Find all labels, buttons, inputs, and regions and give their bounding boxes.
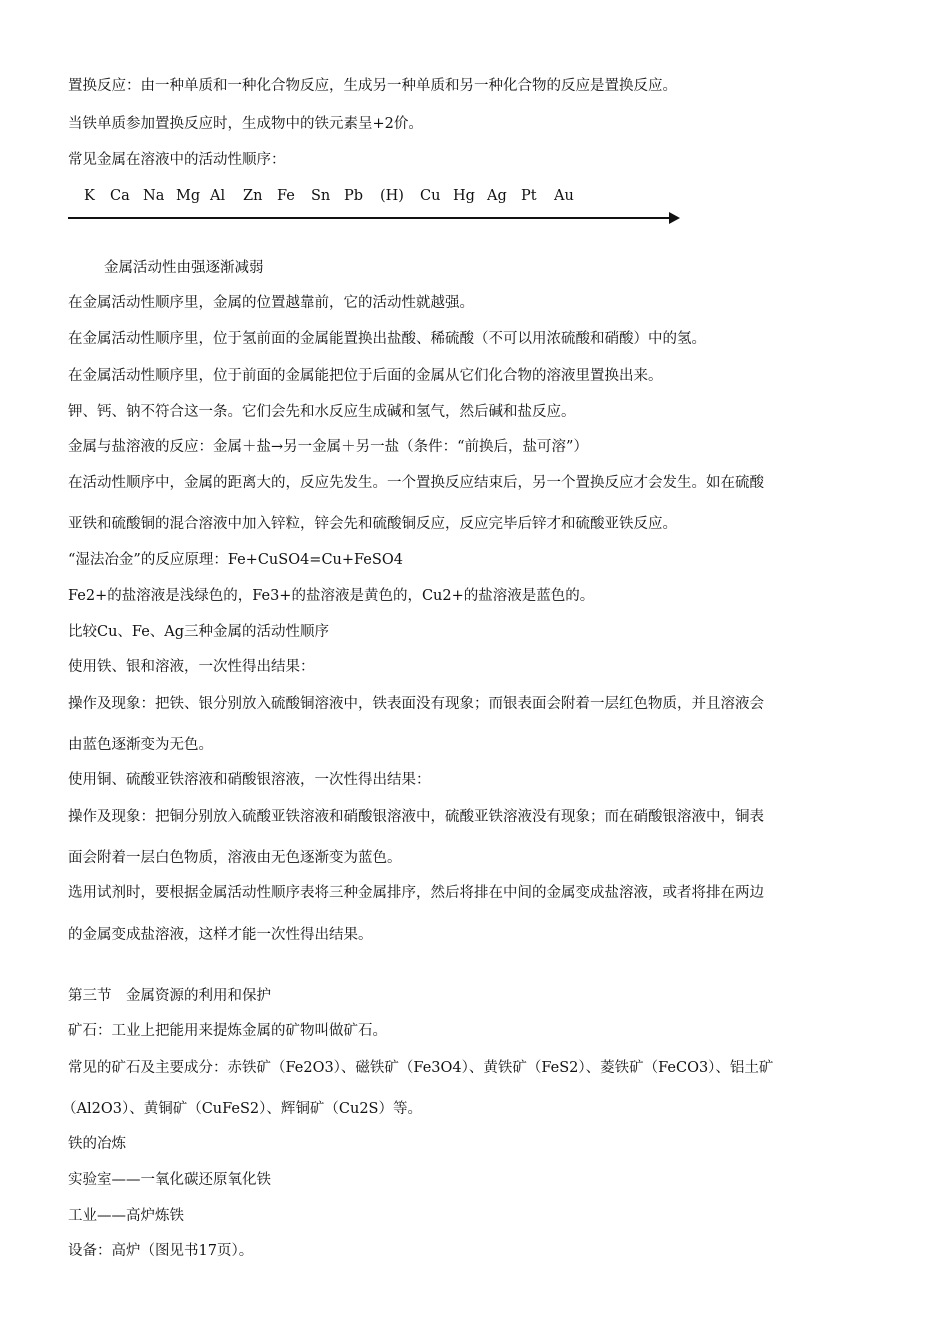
text-line: 由蓝色逐渐变为无色。 [68,737,213,753]
text-line: 工业——高炉炼铁 [68,1208,184,1224]
section-heading: 第三节 金属资源的利用和保护 [68,988,271,1004]
metal-symbol: Ca [110,188,130,204]
text-line: 操作及现象：把铜分别放入硫酸亚铁溶液和硝酸银溶液中，硫酸亚铁溶液没有现象；而在硝酸银溶液中，铜表 [68,809,764,825]
metal-symbol: (H) [380,188,404,204]
text-line: 矿石：工业上把能用来提炼金属的矿物叫做矿石。 [68,1023,387,1039]
metal-symbol: Pb [344,188,364,204]
arrow-head-icon [669,212,680,224]
metal-symbol: Fe [277,188,295,204]
text-line: 常见金属在溶液中的活动性顺序： [68,152,286,168]
text-line: 在金属活动性顺序里，金属的位置越靠前，它的活动性就越强。 [68,295,474,311]
text-line: 实验室——一氧化碳还原氧化铁 [68,1172,271,1188]
metal-symbol: Zn [243,188,263,204]
text-line: 当铁单质参加置换反应时，生成物中的铁元素呈+2价。 [68,116,423,132]
text-line: 选用试剂时，要根据金属活动性顺序表将三种金属排序，然后将排在中间的金属变成盐溶液，或者将排在两边 [68,885,764,901]
metal-symbol: Pt [521,188,537,204]
text-line: Fe2+的盐溶液是浅绿色的，Fe3+的盐溶液是黄色的，Cu2+的盐溶液是蓝色的。 [68,588,595,604]
text-line: 在金属活动性顺序里，位于氢前面的金属能置换出盐酸、稀硫酸（不可以用浓硫酸和硝酸）中的氢。 [68,331,706,347]
text-line: 铁的冶炼 [68,1136,126,1152]
metal-symbol: Na [143,188,165,204]
text-line: 亚铁和硫酸铜的混合溶液中加入锌粒，锌会先和硫酸铜反应，反应完毕后锌才和硫酸亚铁反应。 [68,516,677,532]
text-line: “湿法冶金”的反应原理：Fe+CuSO4=Cu+FeSO4 [68,552,403,568]
text-line: 使用铜、硫酸亚铁溶液和硝酸银溶液，一次性得出结果： [68,772,431,788]
metal-symbol: Sn [311,188,331,204]
text-line: 在活动性顺序中，金属的距离大的，反应先发生。一个置换反应结束后，另一个置换反应才会发生。如在硫酸 [68,475,764,491]
metal-symbol: Ag [487,188,507,204]
text-line: 的金属变成盐溶液，这样才能一次性得出结果。 [68,927,373,943]
text-line: 面会附着一层白色物质，溶液由无色逐渐变为蓝色。 [68,850,402,866]
text-line: 操作及现象：把铁、银分别放入硫酸铜溶液中，铁表面没有现象；而银表面会附着一层红色物质，并且溶液会 [68,696,764,712]
text-line: 使用铁、银和溶液，一次性得出结果： [68,659,315,675]
text-line: 比较Cu、Fe、Ag三种金属的活动性顺序 [68,624,330,640]
text-line: 钾、钙、钠不符合这一条。它们会先和水反应生成碱和氢气，然后碱和盐反应。 [68,404,576,420]
activity-arrow [68,212,680,224]
text-line: 常见的矿石及主要成分：赤铁矿（Fe2O3）、磁铁矿（Fe3O4）、黄铁矿（FeS2）、菱铁矿（FeCO3）、铝土矿 [68,1060,774,1076]
metal-symbol: K [84,188,95,204]
text-line: （Al2O3）、黄铜矿（CuFeS2）、辉铜矿（Cu2S）等。 [62,1101,422,1117]
text-line: 在金属活动性顺序里，位于前面的金属能把位于后面的金属从它们化合物的溶液里置换出来。 [68,368,663,384]
arrow-shaft [68,217,670,219]
text-line: 金属与盐溶液的反应：金属＋盐→另一金属＋另一盐（条件：“前换后，盐可溶”） [68,439,588,455]
metal-symbol: Mg [176,188,201,204]
metal-symbol: Hg [453,188,475,204]
metal-symbol: Cu [420,188,441,204]
text-line: 金属活动性由强逐渐减弱 [104,260,264,276]
metal-symbol: Au [554,188,574,204]
text-line: 置换反应：由一种单质和一种化合物反应，生成另一种单质和另一种化合物的反应是置换反应。 [68,78,677,94]
metal-symbol: Al [210,188,226,204]
text-line: 设备：高炉（图见书17页）。 [68,1243,254,1259]
